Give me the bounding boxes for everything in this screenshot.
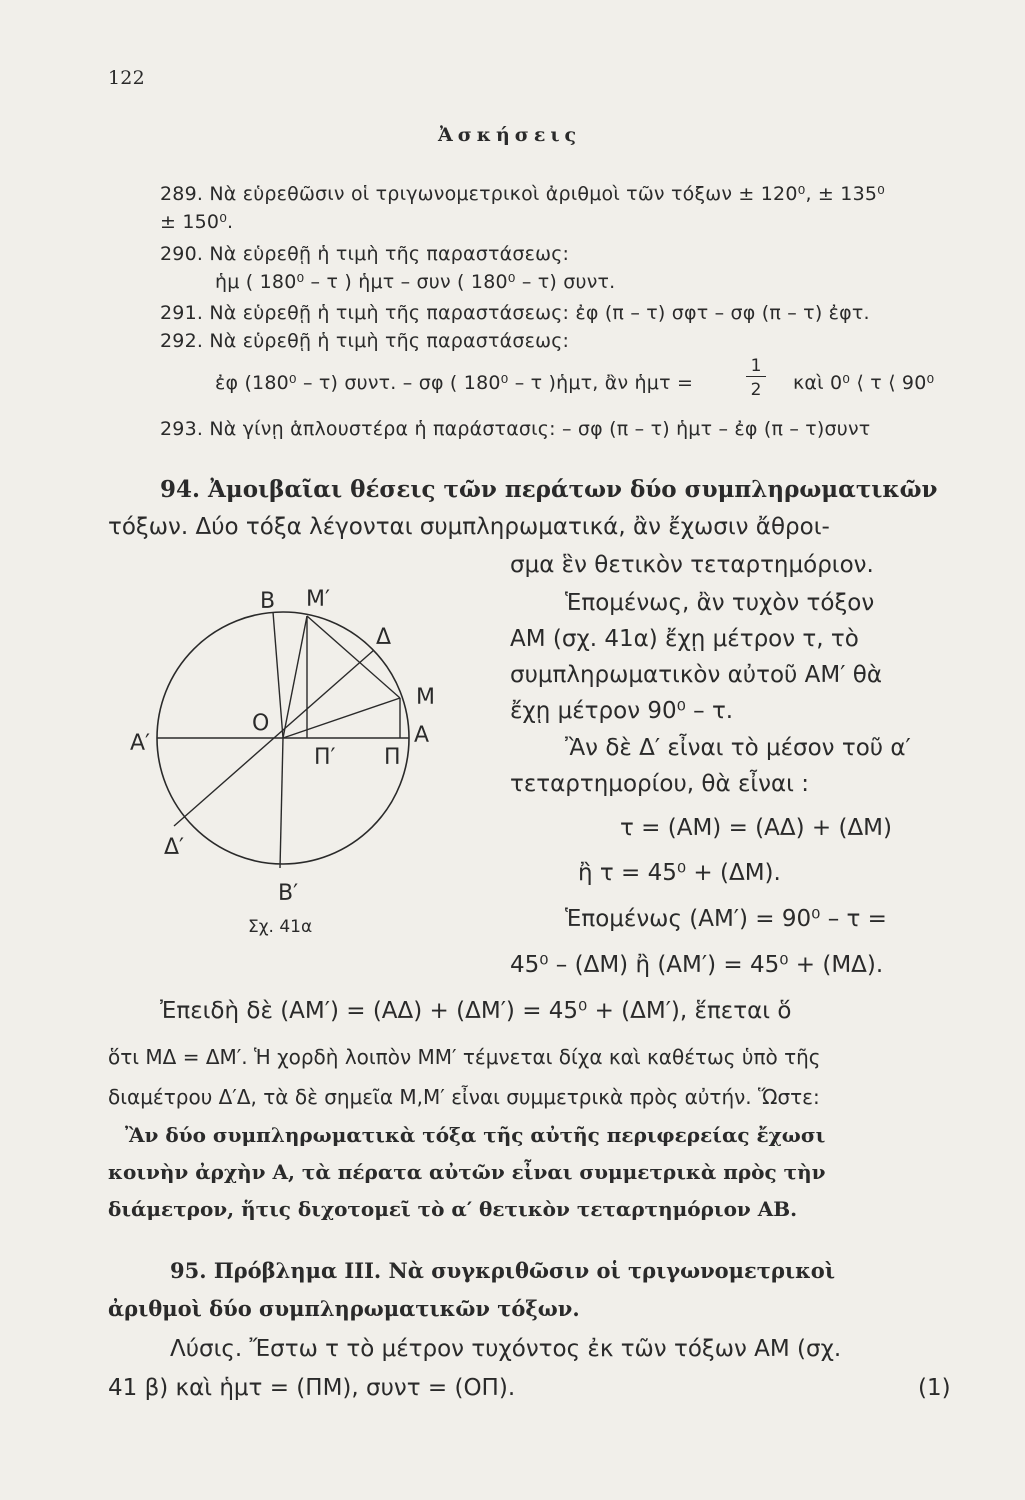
label-delta-prime: Δ′	[164, 835, 185, 860]
exercise-292-cond: καὶ 0⁰ ⟨ τ ⟨ 90⁰	[793, 372, 935, 394]
section-94-title: 94. Ἀμοιβαῖαι θέσεις τῶν περάτων δύο συμπληρωματικῶν	[160, 476, 938, 503]
section-95-title-cont: ἀριθμοὶ δύο συμπληρωματικῶν τόξων.	[108, 1296, 580, 1321]
section-94-line: Ἑπομένως, ἂν τυχὸν τόξον	[565, 590, 875, 616]
section-94-line: τεταρτημορίου, θὰ εἶναι :	[510, 771, 810, 797]
label-m: Μ	[416, 685, 435, 710]
radius-ob	[273, 612, 283, 738]
exercise-290: 290. Νὰ εὑρεθῇ ἡ τιμὴ τῆς παραστάσεως:	[160, 243, 570, 265]
figure-41a	[130, 578, 435, 938]
section-94-line: τόξων. Δύο τόξα λέγονται συμπληρωματικά, ἂν ἔχωσιν ἄθροι-	[108, 514, 830, 540]
equation-tau: τ = (ΑΜ) = (ΑΔ) + (ΔΜ)	[620, 815, 892, 841]
equation-am-prime-2: 45⁰ – (ΔΜ) ἢ (ΑΜ′) = 45⁰ + (ΜΔ).	[510, 952, 884, 978]
radius-ob-prime	[280, 738, 283, 868]
theorem-line: κοινὴν ἀρχὴν Α, τὰ πέρατα αὐτῶν εἶναι συμμετρικὰ πρὸς τὴν	[108, 1160, 826, 1184]
exercise-289: 289. Νὰ εὑρεθῶσιν οἱ τριγωνομετρικοὶ ἀριθμοὶ τῶν τόξων ± 120⁰, ± 135⁰	[160, 183, 885, 205]
section-94-line: συμπληρωματικὸν αὐτοῦ ΑΜ′ θὰ	[510, 662, 882, 688]
solution-line: 41 β) καὶ ἡμτ = (ΠΜ), συντ = (ΟΠ).	[108, 1375, 516, 1401]
figure-caption: Σχ. 41α	[248, 917, 313, 937]
section-94-line: Ἐπειδὴ δὲ (ΑΜ′) = (ΑΔ) + (ΔΜ′) = 45⁰ + (ΔΜ′), ἕπεται ὅ	[160, 998, 792, 1024]
equation-am-prime: Ἑπομένως (ΑΜ′) = 90⁰ – τ =	[565, 906, 887, 932]
fraction-numerator: 1	[746, 356, 766, 377]
exercise-290-expr: ἡμ ( 180⁰ – τ ) ἡμτ – συν ( 180⁰ – τ) συντ.	[215, 271, 616, 293]
radius-om	[283, 698, 400, 738]
theorem-line: Ἂν δύο συμπληρωματικὰ τόξα τῆς αὐτῆς περιφερείας ἔχωσι	[125, 1123, 826, 1147]
exercises-heading: Ἀσκήσεις	[438, 124, 582, 146]
exercise-292: 292. Νὰ εὑρεθῇ ἡ τιμὴ τῆς παραστάσεως:	[160, 330, 570, 352]
exercise-292-expr: ἐφ (180⁰ – τ) συντ. – σφ ( 180⁰ – τ )ἡμτ, ἂν ἡμτ =	[215, 372, 694, 394]
section-95-title: 95. Πρόβλημα ΙΙΙ. Νὰ συγκριθῶσιν οἱ τριγωνομετρικοὶ	[170, 1258, 835, 1283]
label-b-prime: Β′	[278, 881, 299, 906]
section-94-line: Ἂν δὲ Δ′ εἶναι τὸ μέσον τοῦ α′	[565, 735, 911, 761]
label-pi: Π	[384, 745, 401, 770]
page-number: 122	[108, 67, 145, 89]
exercise-289-cont: ± 150⁰.	[160, 211, 234, 233]
solution-line: Λύσις. Ἔστω τ τὸ μέτρον τυχόντος ἐκ τῶν τόξων ΑΜ (σχ.	[170, 1336, 842, 1362]
fraction-denominator: 2	[750, 380, 762, 400]
label-a-prime: Α′	[130, 731, 151, 756]
equation-tau-45: ἢ τ = 45⁰ + (ΔΜ).	[578, 860, 781, 886]
label-pi-prime: Π′	[314, 745, 336, 770]
label-b: Β	[260, 589, 276, 614]
section-94-line: ΑΜ (σχ. 41α) ἔχῃ μέτρον τ, τὸ	[510, 626, 859, 652]
exercise-293: 293. Νὰ γίνῃ ἁπλουστέρα ἡ παράστασις: – σφ (π – τ) ἡμτ – ἐφ (π – τ)συντ	[160, 418, 871, 440]
section-94-line: ἔχῃ μέτρον 90⁰ – τ.	[510, 698, 734, 724]
label-o: Ο	[252, 711, 270, 736]
label-a: Α	[414, 723, 430, 748]
section-94-line: σμα ἓν θετικὸν τεταρτημόριον.	[510, 552, 874, 578]
label-m-prime: Μ′	[306, 587, 330, 612]
section-94-line: διαμέτρου Δ′Δ, τὰ δὲ σημεῖα Μ,Μ′ εἶναι συμμετρικὰ πρὸς αὐτήν. Ὥστε:	[108, 1085, 820, 1109]
label-delta: Δ	[376, 625, 392, 650]
exercise-291: 291. Νὰ εὑρεθῇ ἡ τιμὴ τῆς παραστάσεως: ἐφ (π – τ) σφτ – σφ (π – τ) ἐφτ.	[160, 302, 870, 324]
section-94-line: ὅτι ΜΔ = ΔΜ′. Ἡ χορδὴ λοιπὸν ΜΜ′ τέμνεται δίχα καὶ καθέτως ὑπὸ τῆς	[108, 1045, 821, 1069]
equation-number: (1)	[918, 1375, 951, 1401]
theorem-line: διάμετρον, ἥτις διχοτομεῖ τὸ α′ θετικὸν τεταρτημόριον ΑΒ.	[108, 1197, 798, 1221]
